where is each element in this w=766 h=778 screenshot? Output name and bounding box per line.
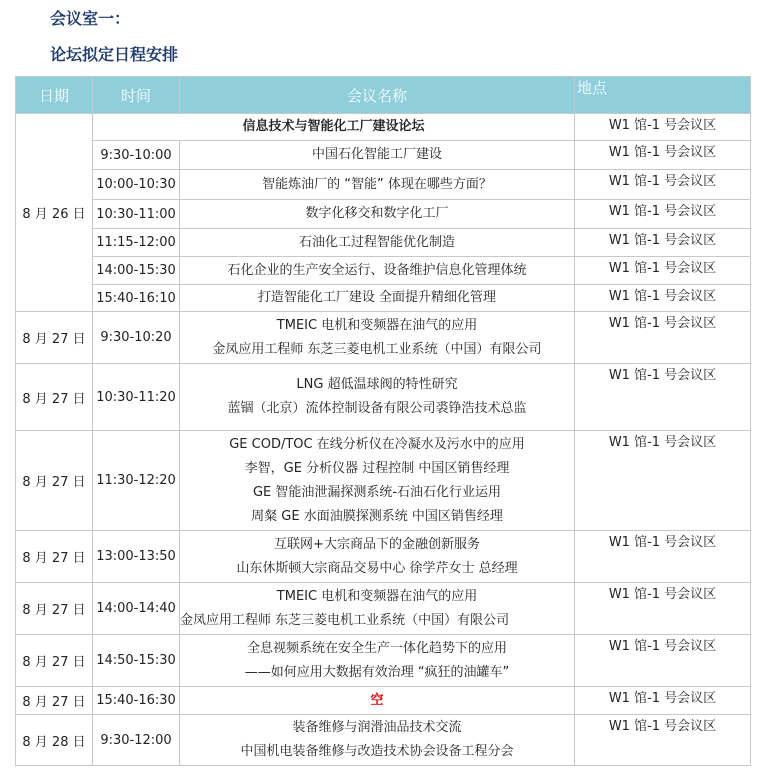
table-row — [16, 715, 751, 766]
table-row — [16, 229, 751, 257]
table-row — [16, 285, 751, 312]
session-subtitle: ——如何应用大数据有效治理 “疯狂的油罐车” — [244, 664, 510, 680]
place-cell: W1 馆-1 号会议区 — [575, 257, 751, 285]
session-speaker: 金凤应用工程师 东芝三菱电机工业系统（中国）有限公司 — [212, 341, 542, 357]
session-name-cell: 打造智能化工厂建设 全面提升精细化管理 — [180, 285, 575, 312]
time-cell: 11:30-12:20 — [93, 431, 180, 531]
time-cell: 14:00-15:30 — [93, 257, 180, 285]
place-cell: W1 馆-1 号会议区 — [575, 114, 751, 141]
header-row — [16, 77, 751, 114]
column-header-name: 会议名称 — [180, 77, 575, 114]
place-cell: W1 馆-1 号会议区 — [575, 170, 751, 200]
table-row — [16, 583, 751, 635]
session-speaker: 蓝锢（北京）流体控制设备有限公司裘铮浩技术总监 — [227, 401, 527, 416]
date-cell: 8 月 27 日 — [16, 687, 93, 715]
date-cell: 8 月 27 日 — [16, 635, 93, 687]
time-cell: 10:30-11:00 — [93, 200, 180, 229]
table-row — [16, 364, 751, 431]
date-cell: 8 月 27 日 — [16, 583, 93, 635]
time-cell: 9:30-10:00 — [93, 141, 180, 170]
session-name-cell — [180, 583, 575, 635]
room-heading: 会议室一： — [50, 9, 131, 28]
session-name-cell: 石化企业的生产安全运行、设备维护信息化管理体统 — [180, 257, 575, 285]
table-row — [16, 114, 751, 141]
session-title: GE COD/TOC 在线分析仪在冷凝水及污水中的应用 — [229, 436, 525, 452]
date-cell: 8 月 27 日 — [16, 312, 93, 364]
session-name-cell: 智能炼油厂的 “智能” 体现在哪些方面？ — [180, 170, 575, 200]
session-name-cell: 石油化工过程智能优化制造 — [180, 229, 575, 257]
session-speaker: 李智，GE 分析仪器 过程控制 中国区销售经理 — [244, 460, 510, 476]
time-cell: 10:00-10:30 — [93, 170, 180, 200]
session-title: TMEIC 电机和变频器在油气的应用 — [276, 588, 478, 604]
date-cell: 8 月 28 日 — [16, 715, 93, 766]
session-name-cell — [180, 635, 575, 687]
session-name-cell: 中国石化智能工厂建设 — [180, 141, 575, 170]
session-name-cell — [180, 312, 575, 364]
place-cell: W1 馆-1 号会议区 — [575, 635, 751, 687]
place-cell: W1 馆-1 号会议区 — [575, 312, 751, 364]
session-title: 全息视频系统在安全生产一体化趋势下的应用 — [246, 640, 507, 656]
column-header-place: 地点 — [575, 77, 751, 114]
date-cell: 8 月 27 日 — [16, 431, 93, 531]
table-row — [16, 141, 751, 170]
column-header-date: 日期 — [16, 77, 93, 114]
time-cell: 15:40-16:10 — [93, 285, 180, 312]
table-row — [16, 687, 751, 715]
place-cell: W1 馆-1 号会议区 — [575, 431, 751, 531]
place-cell: W1 馆-1 号会议区 — [575, 285, 751, 312]
date-cell: 8 月 27 日 — [16, 364, 93, 431]
session-speaker: 周粲 GE 水面油膜探测系统 中国区销售经理 — [251, 508, 503, 524]
column-header-time: 时间 — [93, 77, 180, 114]
forum-title-cell: 信息技术与智能化工厂建设论坛 — [93, 114, 575, 141]
time-cell: 11:15-12:00 — [93, 229, 180, 257]
place-cell: W1 馆-1 号会议区 — [575, 200, 751, 229]
place-cell: W1 馆-1 号会议区 — [575, 715, 751, 766]
time-cell: 9:30-12:00 — [93, 715, 180, 766]
table-row — [16, 431, 751, 531]
place-cell: W1 馆-1 号会议区 — [575, 141, 751, 170]
session-name-cell — [180, 364, 575, 431]
place-cell: W1 馆-1 号会议区 — [575, 687, 751, 715]
table-row — [16, 200, 751, 229]
session-speaker: 中国机电装备维修与改造技术协会设备工程分会 — [240, 744, 514, 759]
empty-slot-label: 空 — [370, 692, 384, 708]
date-cell: 8 月 27 日 — [16, 531, 93, 583]
time-cell: 15:40-16:30 — [93, 687, 180, 715]
session-name-cell — [180, 687, 575, 715]
schedule-table — [15, 76, 751, 766]
date-cell: 8 月 26 日 — [16, 114, 93, 312]
session-title: LNG 超低温球阀的特性研究 — [296, 377, 458, 392]
time-cell: 14:50-15:30 — [93, 635, 180, 687]
session-title: 互联网+大宗商品下的金融创新服务 — [274, 536, 480, 552]
place-cell: W1 馆-1 号会议区 — [575, 583, 751, 635]
page-title: 论坛拟定日程安排 — [50, 45, 179, 64]
time-cell: 10:30-11:20 — [93, 364, 180, 431]
table-row — [16, 312, 751, 364]
table-row — [16, 257, 751, 285]
place-cell: W1 馆-1 号会议区 — [575, 229, 751, 257]
table-row — [16, 635, 751, 687]
session-speaker: 山东休斯顿大宗商品交易中心 徐学芹女士 总经理 — [236, 560, 518, 576]
time-cell: 13:00-13:50 — [93, 531, 180, 583]
session-speaker: 金凤应用工程师 东芝三菱电机工业系统（中国）有限公司 — [180, 612, 510, 628]
place-cell: W1 馆-1 号会议区 — [575, 364, 751, 431]
table-row — [16, 170, 751, 200]
session-title: TMEIC 电机和变频器在油气的应用 — [276, 317, 478, 333]
time-cell: 14:00-14:40 — [93, 583, 180, 635]
session-name-cell — [180, 531, 575, 583]
session-title: 装备维修与润滑油品技术交流 — [292, 720, 462, 735]
time-cell: 9:30-10:20 — [93, 312, 180, 364]
session-title: GE 智能油泄漏探测系统-石油石化行业运用 — [252, 484, 502, 500]
session-name-cell — [180, 431, 575, 531]
table-row — [16, 531, 751, 583]
place-cell: W1 馆-1 号会议区 — [575, 531, 751, 583]
session-name-cell: 数字化移交和数字化工厂 — [180, 200, 575, 229]
session-name-cell — [180, 715, 575, 766]
